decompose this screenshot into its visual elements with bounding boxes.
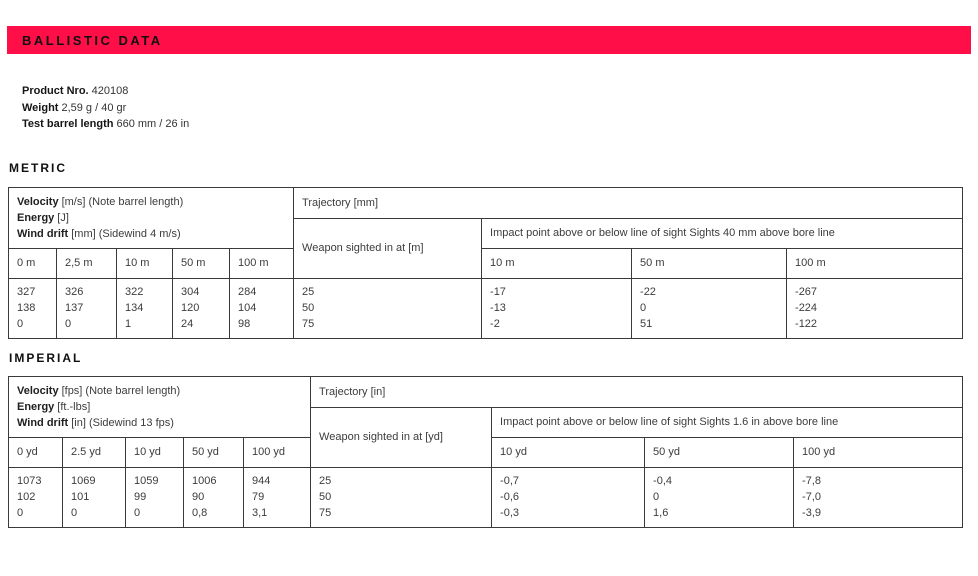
metric-impact-distance-header: 100 m [787,248,963,278]
impact-value: -7,0 [802,491,822,503]
velocity-value: 944 [252,475,271,487]
velocity-value: 1059 [134,475,159,487]
wind-drift-value: 0 [134,507,141,519]
sighted-value: 50 [302,302,315,314]
energy-value: 134 [125,302,144,314]
metric-trajectory-header-cell: Trajectory [mm] [294,187,963,218]
metric-legend-cell [9,187,294,248]
velocity-unit: [m/s] (Note barrel length) [61,195,184,208]
metric-distance-header: 2,5 m [57,248,117,278]
sighted-value: 75 [302,318,315,330]
impact-value: 1,6 [653,507,669,519]
imperial-wind-drift-legend [17,415,302,431]
velocity-value: 1069 [71,475,96,487]
imperial-distance-header: 10 yd [126,437,184,467]
impact-value: -22 [640,286,656,298]
metric-sighted-header-cell: Weapon sighted in at [m] [294,218,482,278]
banner-title: BALLISTIC DATA [22,32,163,48]
metric-values-cell-10m [117,278,173,338]
product-info [22,83,978,133]
imperial-values-cell-50yd [184,467,244,527]
metric-wind-drift-legend [17,226,285,242]
impact-value: -7,8 [802,475,822,487]
wind-drift-value: 0 [71,507,78,519]
imperial-legend-cell [9,376,311,437]
metric-impact-distance-header: 50 m [632,248,787,278]
imperial-values-cell-100yd [244,467,311,527]
wind-drift-label: Wind drift [17,416,69,429]
impact-value: -0,4 [653,475,673,487]
imperial-impact-distance-header: 50 yd [645,437,794,467]
wind-drift-value: 24 [181,318,194,330]
impact-value: 0 [653,491,660,503]
imperial-impact-distance-header: 10 yd [492,437,645,467]
impact-value: -0,7 [500,475,520,487]
product-number-label: Product Nro. [22,85,89,97]
imperial-table [8,376,963,528]
sighted-value: 25 [319,475,332,487]
metric-distance-header: 50 m [173,248,230,278]
imperial-velocity-legend [17,383,302,399]
wind-drift-value: 0 [65,318,72,330]
velocity-value: 304 [181,286,200,298]
imperial-values-cell-0yd [9,467,63,527]
impact-value: 0 [640,302,647,314]
metric-impact-values-cell-50m [632,278,787,338]
velocity-value: 1006 [192,475,217,487]
metric-values-cell-2-5m [57,278,117,338]
weight-label: Weight [22,101,59,114]
energy-value: 79 [252,491,265,503]
velocity-unit: [fps] (Note barrel length) [61,384,181,397]
imperial-impact-values-cell-100yd [794,467,963,527]
metric-values-cell-50m [173,278,230,338]
metric-impact-header-cell: Impact point above or below line of sight Sights 40 mm above bore line [482,218,963,248]
energy-value: 138 [17,302,36,314]
impact-value: -0,3 [500,507,520,519]
impact-value: -224 [795,302,818,314]
imperial-values-cell-10yd [126,467,184,527]
imperial-distance-header: 2.5 yd [63,437,126,467]
wind-drift-value: 0 [17,507,24,519]
impact-value: -2 [490,318,500,330]
sighted-value: 25 [302,286,315,298]
imperial-distance-header: 50 yd [184,437,244,467]
velocity-value: 327 [17,286,36,298]
energy-label: Energy [17,400,55,413]
metric-impact-values-cell-10m [482,278,632,338]
wind-drift-label: Wind drift [17,227,69,240]
weight-value: 2,59 g / 40 gr [61,101,127,114]
velocity-value: 284 [238,286,257,298]
imperial-distance-header: 100 yd [244,437,311,467]
metric-sighted-values-cell [294,278,482,338]
wind-drift-unit: [in] (Sidewind 13 fps) [71,416,174,429]
metric-distance-header: 0 m [9,248,57,278]
barrel-length-line [22,116,978,133]
barrel-length-value: 660 mm / 26 in [116,118,190,130]
imperial-energy-legend [17,399,302,415]
velocity-value: 322 [125,286,144,298]
metric-energy-legend [17,210,285,226]
sighted-value: 50 [319,491,332,503]
wind-drift-value: 3,1 [252,507,268,519]
ballistic-data-banner [7,26,971,54]
imperial-values-cell-2-5yd [63,467,126,527]
energy-value: 104 [238,302,257,314]
metric-table [8,187,963,339]
energy-value: 99 [134,491,147,503]
product-number-line [22,83,978,100]
energy-value: 101 [71,491,90,503]
wind-drift-value: 98 [238,318,251,330]
metric-distance-header: 100 m [230,248,294,278]
weight-line [22,100,978,117]
impact-value: -122 [795,318,818,330]
velocity-value: 326 [65,286,84,298]
wind-drift-unit: [mm] (Sidewind 4 m/s) [71,227,181,240]
velocity-label: Velocity [17,195,59,208]
energy-value: 120 [181,302,200,314]
impact-value: -0,6 [500,491,520,503]
velocity-value: 1073 [17,475,42,487]
wind-drift-value: 1 [125,318,132,330]
energy-value: 102 [17,491,36,503]
metric-velocity-legend [17,194,285,210]
metric-values-cell-100m [230,278,294,338]
energy-unit: [J] [57,211,69,224]
impact-value: -13 [490,302,506,314]
product-number-value: 420108 [91,85,129,97]
energy-value: 90 [192,491,205,503]
impact-value: -267 [795,286,818,298]
imperial-sighted-values-cell [311,467,492,527]
impact-value: -3,9 [802,507,822,519]
metric-values-cell-0m [9,278,57,338]
imperial-impact-header-cell: Impact point above or below line of sight Sights 1.6 in above bore line [492,407,963,437]
imperial-impact-values-cell-50yd [645,467,794,527]
energy-label: Energy [17,211,55,224]
velocity-label: Velocity [17,384,59,397]
imperial-section-heading: IMPERIAL [9,350,83,365]
imperial-sighted-header-cell: Weapon sighted in at [yd] [311,407,492,467]
impact-value: 51 [640,318,653,330]
imperial-distance-header: 0 yd [9,437,63,467]
sighted-value: 75 [319,507,332,519]
barrel-length-label: Test barrel length [22,118,114,130]
impact-value: -17 [490,286,506,298]
wind-drift-value: 0,8 [192,507,208,519]
energy-value: 137 [65,302,84,314]
metric-impact-distance-header: 10 m [482,248,632,278]
wind-drift-value: 0 [17,318,24,330]
imperial-impact-values-cell-10yd [492,467,645,527]
energy-unit: [ft.-lbs] [57,400,91,413]
metric-section-heading: METRIC [9,160,67,175]
metric-distance-header: 10 m [117,248,173,278]
metric-impact-values-cell-100m [787,278,963,338]
imperial-trajectory-header-cell: Trajectory [in] [311,376,963,407]
imperial-impact-distance-header: 100 yd [794,437,963,467]
